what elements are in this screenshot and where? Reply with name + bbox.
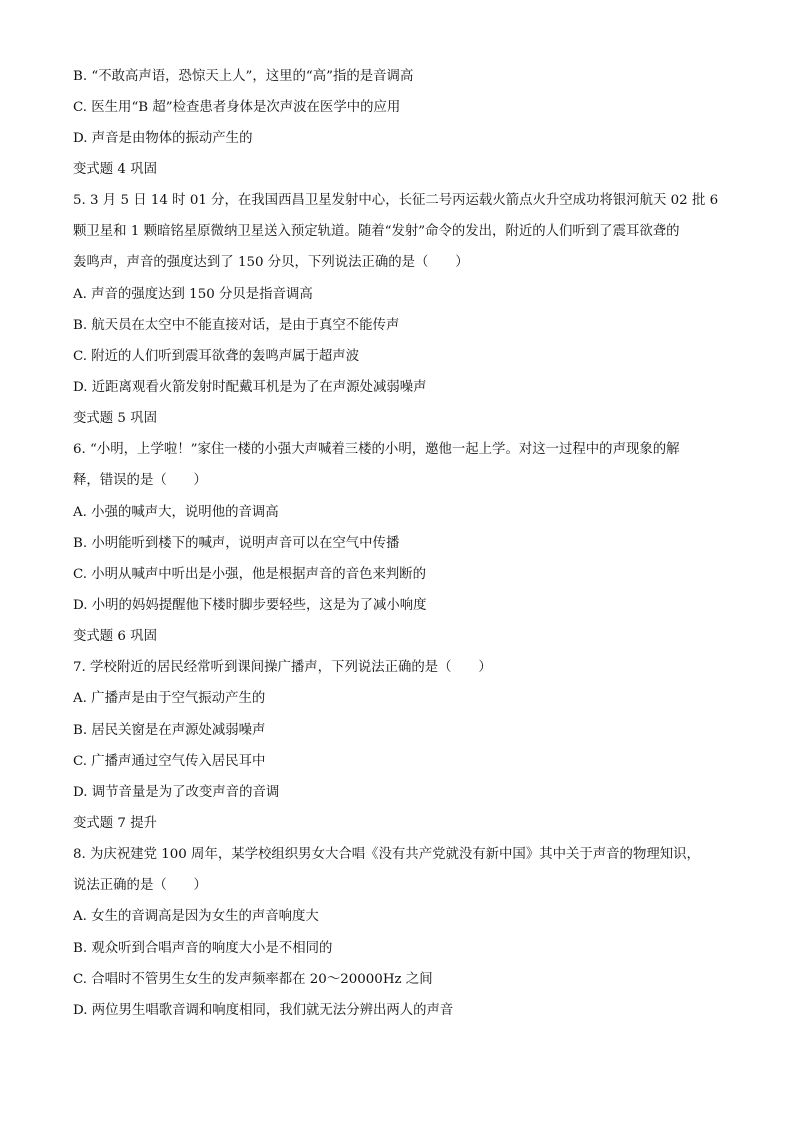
question-5-text: 轰鸣声，声音的强度达到了 150 分贝，下列说法正确的是（ ） bbox=[73, 255, 469, 270]
question-8-option-d: D. 两位男生唱歌音调和响度相同，我们就无法分辨出两人的声音 bbox=[73, 1003, 454, 1018]
question-5-option-d: D. 近距离观看火箭发射时配戴耳机是为了在声源处减弱噪声 bbox=[73, 380, 427, 395]
question-7-text: 7. 学校附近的居民经常听到课间操广播声，下列说法正确的是（ ） bbox=[73, 660, 492, 675]
question-6-option-a: A. 小强的喊声大，说明他的音调高 bbox=[73, 505, 279, 520]
question-8-option-b: B. 观众听到合唱声音的响度大小是不相同的 bbox=[73, 941, 333, 956]
variant-5-heading: 变式题 5 巩固 bbox=[73, 411, 157, 426]
question-8-option-a: A. 女生的音调高是因为女生的声音响度大 bbox=[73, 909, 319, 924]
variant-6-heading: 变式题 6 巩固 bbox=[73, 629, 157, 644]
question-5-text: 颗卫星和 1 颗暗铭星原微纳卫星送入预定轨道。随着“发射”命令的发出，附近的人们听到了震耳欲聋的 bbox=[73, 224, 680, 239]
question-6-option-c: C. 小明从喊声中听出是小强，他是根据声音的音色来判断的 bbox=[73, 567, 427, 582]
question-5-option-a: A. 声音的强度达到 150 分贝是指音调高 bbox=[73, 287, 313, 302]
question-6-option-d: D. 小明的妈妈提醒他下楼时脚步要轻些，这是为了减小响度 bbox=[73, 598, 427, 613]
question-5-option-c: C. 附近的人们听到震耳欲聋的轰鸣声属于超声波 bbox=[73, 349, 360, 364]
question-6-text: 释，错误的是（ ） bbox=[73, 473, 207, 488]
question-7-option-b: B. 居民关窗是在声源处减弱噪声 bbox=[73, 723, 266, 738]
question-8-text: 8. 为庆祝建党 100 周年，某学校组织男女大合唱《没有共产党就没有新中国》其中关于声音的物理知识， bbox=[73, 847, 700, 862]
option-c-line: C. 医生用“B 超”检查患者身体是次声波在医学中的应用 bbox=[73, 100, 401, 115]
question-6-text: 6. “小明，上学啦！”家住一楼的小强大声喊着三楼的小明，邀他一起上学。对这一过程中的声现象的解 bbox=[73, 442, 680, 457]
option-b-line: B. “不敢高声语，恐惊天上人”，这里的“高”指的是音调高 bbox=[73, 69, 414, 84]
question-6-option-b: B. 小明能听到楼下的喊声，说明声音可以在空气中传播 bbox=[73, 536, 400, 551]
question-8-text: 说法正确的是（ ） bbox=[73, 878, 207, 893]
question-7-option-d: D. 调节音量是为了改变声音的音调 bbox=[73, 785, 280, 800]
question-5-option-b: B. 航天员在太空中不能直接对话，是由于真空不能传声 bbox=[73, 318, 400, 333]
question-8-option-c: C. 合唱时不管男生女生的发声频率都在 20～20000Hz 之间 bbox=[73, 972, 433, 987]
variant-7-heading: 变式题 7 提升 bbox=[73, 816, 157, 831]
question-7-option-a: A. 广播声是由于空气振动产生的 bbox=[73, 691, 266, 706]
option-d-line: D. 声音是由物体的振动产生的 bbox=[73, 131, 253, 146]
question-5-text: 5. 3 月 5 日 14 时 01 分，在我国西昌卫星发射中心，长征二号丙运载火箭点火升空成功将银河航天 02 批 6 bbox=[73, 193, 719, 208]
variant-4-heading: 变式题 4 巩固 bbox=[73, 162, 157, 177]
question-7-option-c: C. 广播声通过空气传入居民耳中 bbox=[73, 754, 266, 769]
